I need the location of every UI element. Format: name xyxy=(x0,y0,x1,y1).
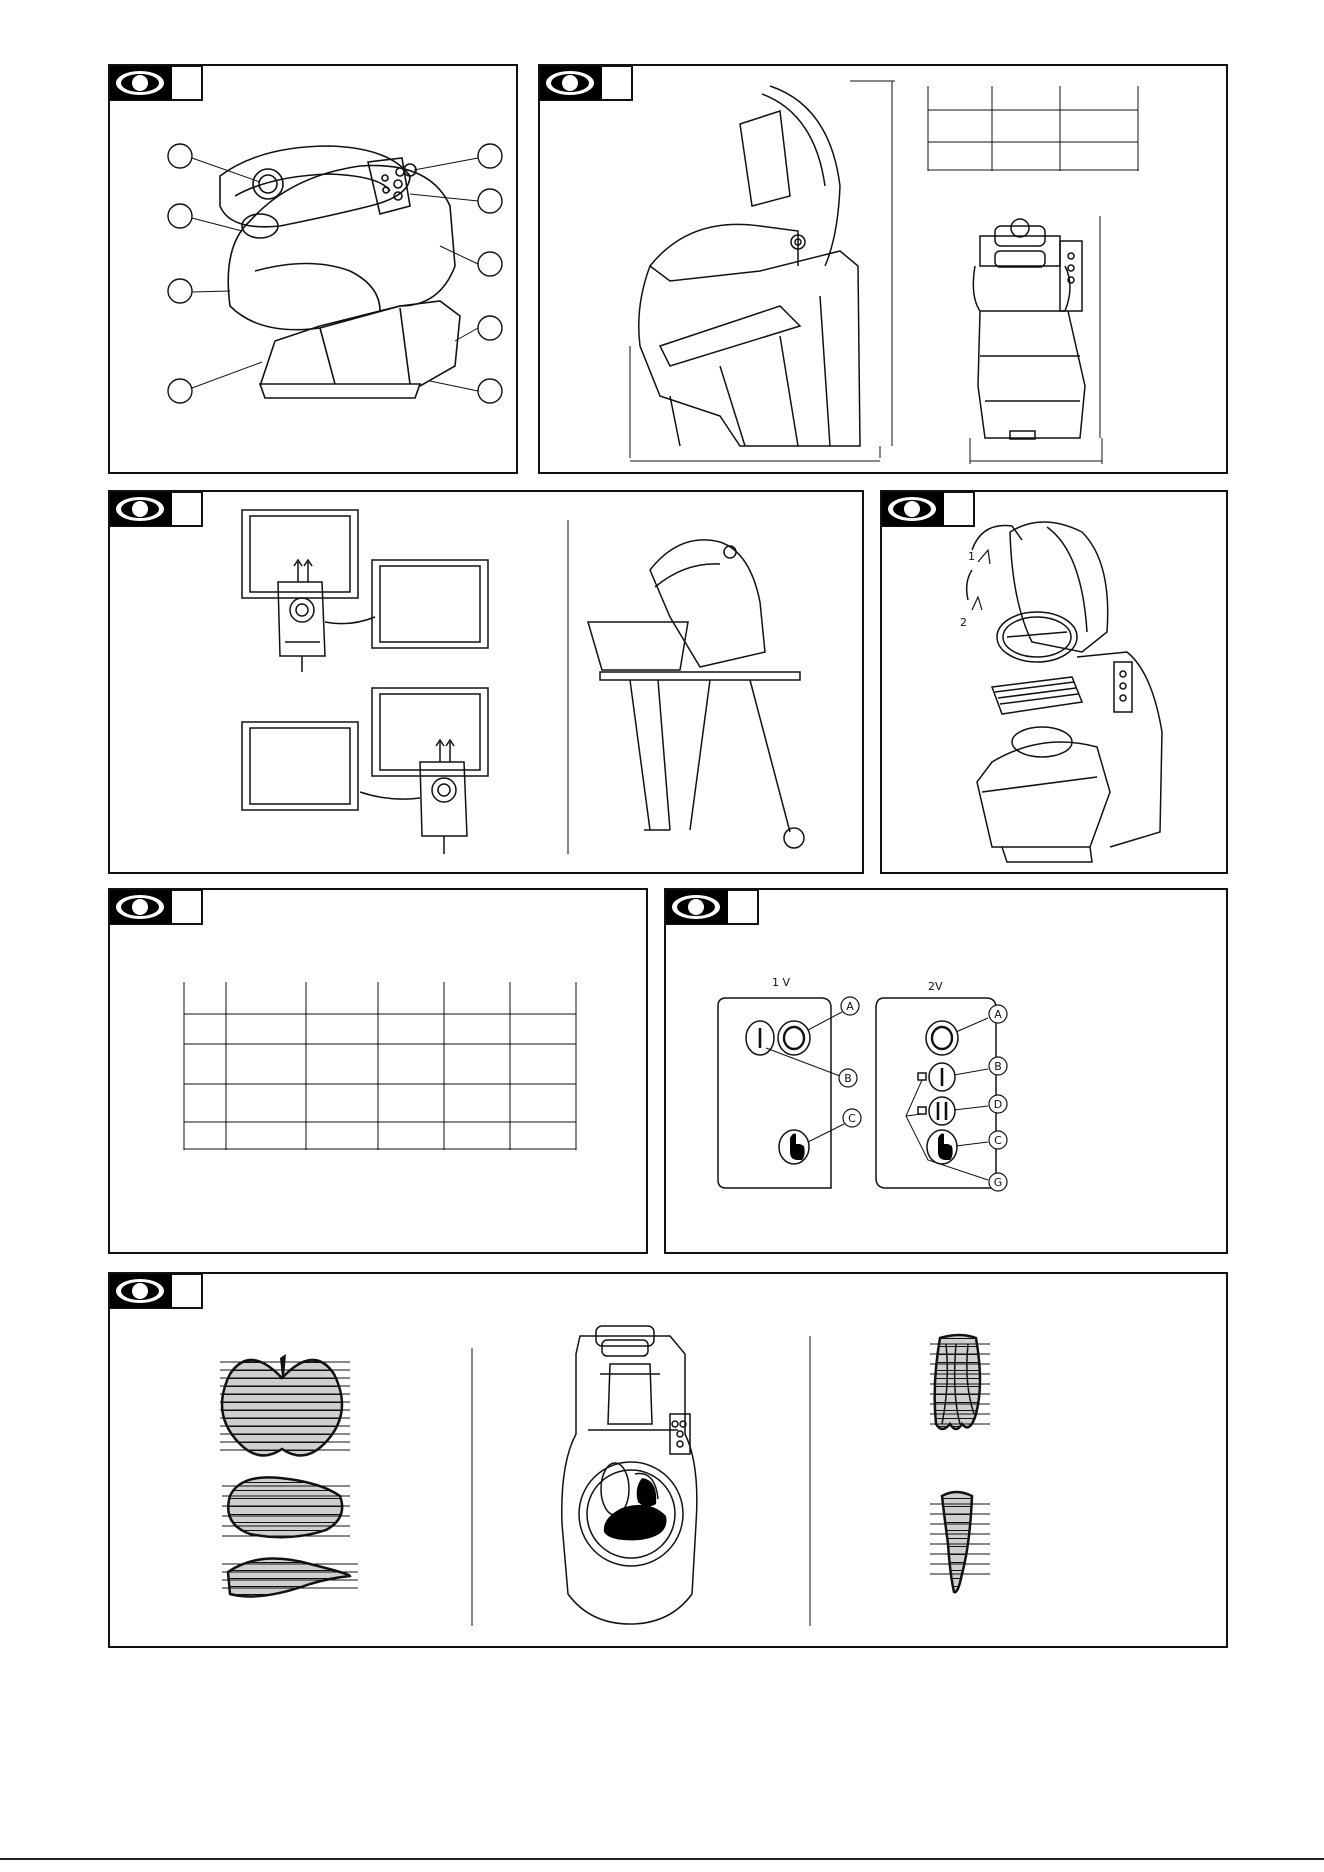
feed-hopper-top-view xyxy=(562,1326,697,1624)
callout-1v-b: B xyxy=(844,1072,852,1085)
arrow-label-2: 2 xyxy=(960,616,967,629)
panel-dimensions xyxy=(538,64,1228,474)
label-2v: 2V xyxy=(928,980,943,993)
callout-1v-c: C xyxy=(848,1112,856,1125)
panel-controls xyxy=(664,888,1228,1254)
panel-produce-cutting xyxy=(108,1272,1228,1648)
callout-2v-d: D xyxy=(993,1098,1003,1111)
leek-slices xyxy=(930,1335,990,1429)
panel-table xyxy=(108,888,648,1254)
carrot-vertical-slices xyxy=(930,1492,990,1592)
apple-slices xyxy=(220,1354,350,1455)
callout-2v-b: B xyxy=(994,1060,1002,1073)
machine-overview-drawing xyxy=(110,66,520,476)
hand-press-icon xyxy=(790,1134,805,1161)
open-hood-drawing xyxy=(882,492,1230,876)
panel-machine-overview xyxy=(108,64,518,474)
callout-2v-a: A xyxy=(994,1008,1002,1021)
produce-cutting-drawings xyxy=(110,1274,1230,1650)
dimension-drawings xyxy=(540,66,1230,476)
empty-spec-table xyxy=(110,890,650,1256)
placement-drawings xyxy=(110,492,866,876)
control-panels-drawing xyxy=(666,890,1230,1256)
panel-open-hood xyxy=(880,490,1228,874)
carrot-slices xyxy=(222,1559,358,1597)
hand-press-icon xyxy=(938,1134,953,1161)
arrow-label-1: 1 xyxy=(968,550,975,563)
callout-2v-c: C xyxy=(994,1134,1002,1147)
label-1v: 1 V xyxy=(772,976,791,989)
callout-2v-g: G xyxy=(993,1176,1003,1189)
page-bottom-rule xyxy=(0,1858,1324,1860)
callout-1v-a: A xyxy=(846,1000,854,1013)
potato-slices xyxy=(222,1477,350,1537)
panel-placement xyxy=(108,490,864,874)
